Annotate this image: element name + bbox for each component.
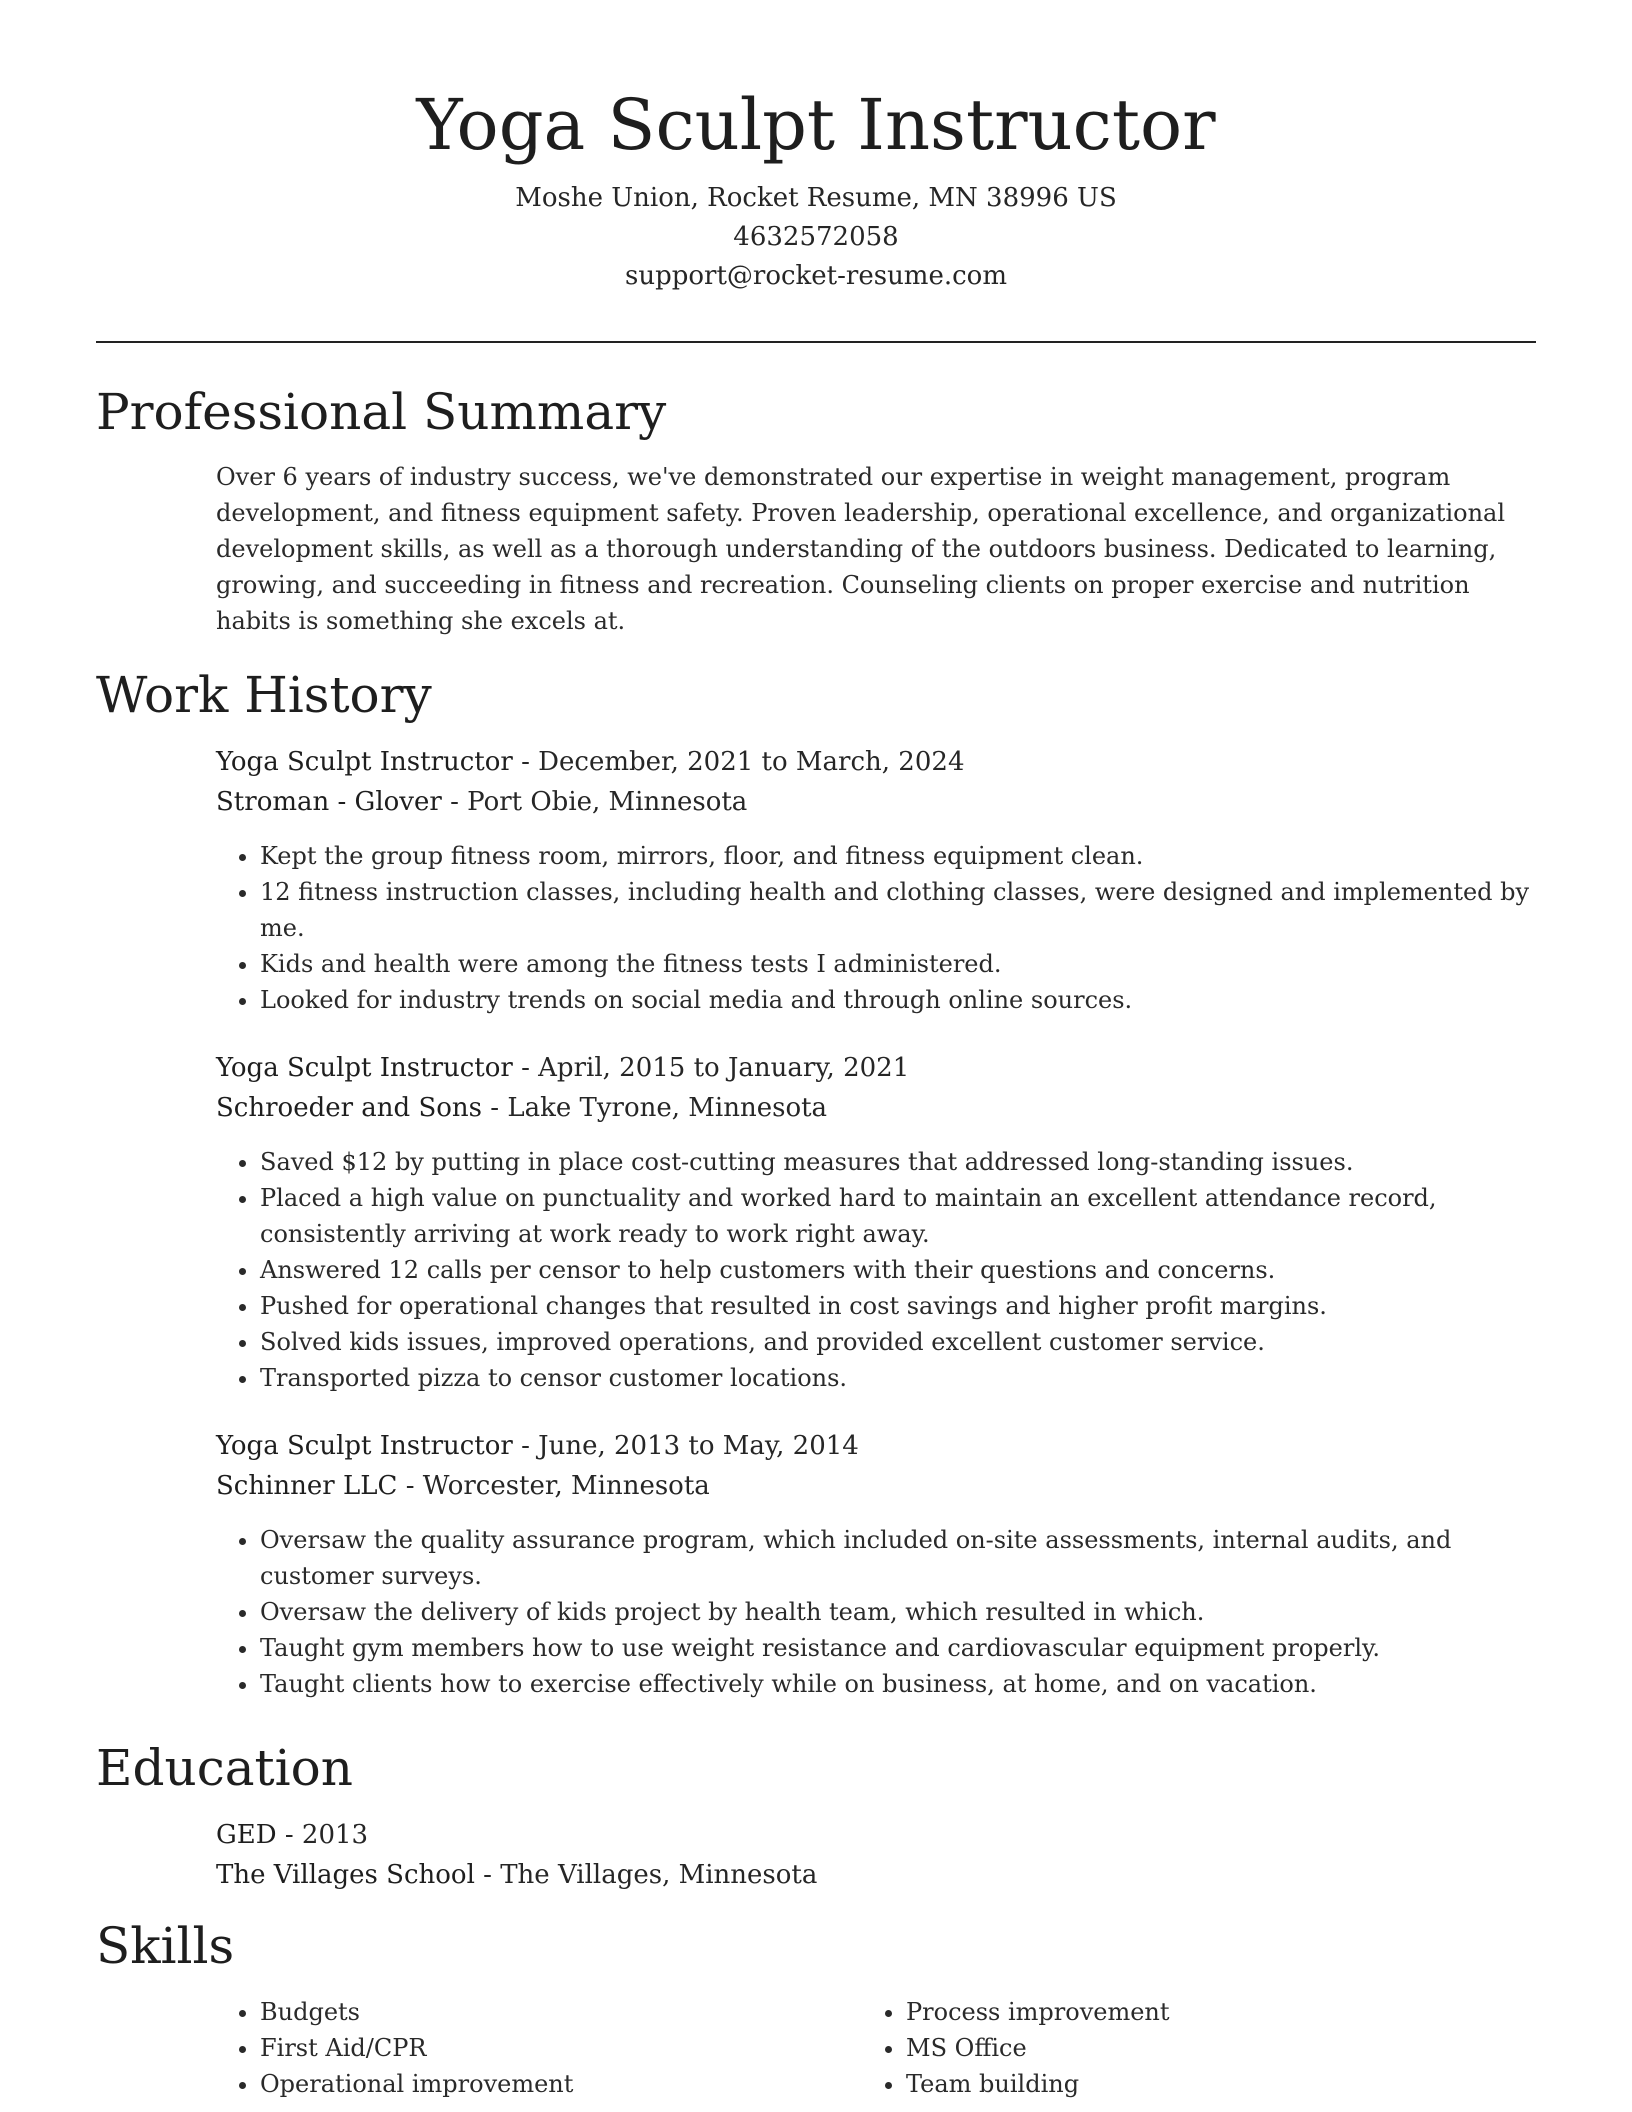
job-company-line: [216, 1466, 1536, 1506]
skill-item: • Team building: [906, 2066, 1462, 2102]
education-entry: [216, 1815, 1536, 1895]
job-dates: - April, 2015 to January, 2021: [512, 1053, 910, 1083]
job-duties: [216, 1144, 1536, 1396]
job-entry: [216, 1426, 1536, 1702]
degree: GED: [216, 1820, 277, 1850]
skill-item: • Process improvement: [906, 1994, 1462, 2030]
job-entry: [216, 1048, 1536, 1396]
graduation-year: - 2013: [276, 1820, 369, 1850]
job-title-line: [216, 742, 1536, 782]
job-company: Schinner LLC: [216, 1471, 398, 1501]
duty-item: • Oversaw the quality assurance program, which included on-site assessments, internal audits, and customer surveys.: [260, 1522, 1536, 1594]
summary-block: [216, 459, 1516, 639]
skills-column-left: [216, 1994, 816, 2102]
duty-item: • Taught gym members how to use weight resistance and cardiovascular equipment properly.: [260, 1630, 1536, 1666]
resume-header: [96, 80, 1536, 296]
duty-item: • Answered 12 calls per censor to help customers with their questions and concerns.: [260, 1252, 1536, 1288]
duty-item: • Kept the group fitness room, mirrors, floor, and fitness equipment clean.: [260, 838, 1536, 874]
job-title-line: [216, 1048, 1536, 1088]
summary-heading: Professional Summary: [96, 383, 667, 441]
school-line: [216, 1855, 1536, 1895]
duty-item: • Saved $12 by putting in place cost-cutting measures that addressed long-standing issues.: [260, 1144, 1536, 1180]
job-company-line: [216, 782, 1536, 822]
duty-item: • 12 fitness instruction classes, including health and clothing classes, were designed and implemented by me.: [260, 874, 1536, 946]
candidate-name: Yoga Sculpt Instructor: [416, 84, 1216, 166]
job-company: Stroman - Glover: [216, 787, 442, 817]
job-title-line: [216, 1426, 1536, 1466]
summary-text: Over 6 years of industry success, we've demonstrated our expertise in weight management, program development, and fitness equipment safety. Proven leadership, operational excellence, and organizational development skills, as well as a thorough understanding of the outdoors business. Dedicated to learning, growing, and succeeding in fitness and recreation. Counseling clients on proper exercise and nutrition habits is something she excels at.: [216, 463, 1506, 635]
duty-item: • Kids and health were among the fitness tests I administered.: [260, 946, 1536, 982]
contact-email: support@rocket-resume.com: [624, 261, 1007, 291]
work-history-heading: Work History: [96, 666, 432, 724]
contact-phone: 4632572058: [733, 222, 899, 252]
job-dates: - December, 2021 to March, 2024: [512, 747, 965, 777]
duty-item: • Solved kids issues, improved operations, and provided excellent customer service.: [260, 1324, 1536, 1360]
duty-item: • Taught clients how to exercise effectively while on business, at home, and on vacation.: [260, 1666, 1536, 1702]
duty-item: • Pushed for operational changes that resulted in cost savings and higher profit margins.: [260, 1288, 1536, 1324]
skill-item: • Operational improvement: [260, 2066, 816, 2102]
school-name: The Villages School: [216, 1860, 475, 1890]
job-entry: [216, 742, 1536, 1018]
job-duties: [216, 838, 1536, 1018]
job-company-line: [216, 1088, 1536, 1128]
education-heading: Education: [96, 1739, 353, 1797]
duty-item: • Transported pizza to censor customer locations.: [260, 1360, 1536, 1396]
skills-list: [862, 1994, 1462, 2102]
skill-item: • Budgets: [260, 1994, 816, 2030]
skills-heading: Skills: [96, 1917, 235, 1975]
header-divider: [96, 341, 1536, 343]
skill-item: • First Aid/CPR: [260, 2030, 816, 2066]
duty-item: • Placed a high value on punctuality and worked hard to maintain an excellent attendance record, consistently arriving at work ready to work right away.: [260, 1180, 1536, 1252]
duty-item: • Oversaw the delivery of kids project by health team, which resulted in which.: [260, 1594, 1536, 1630]
job-location: - Worcester, Minnesota: [397, 1471, 710, 1501]
job-location: - Lake Tyrone, Minnesota: [482, 1093, 828, 1123]
skill-item: • MS Office: [906, 2030, 1462, 2066]
degree-line: [216, 1815, 1536, 1855]
skills-list: [216, 1994, 816, 2102]
job-dates: - June, 2013 to May, 2014: [512, 1431, 859, 1461]
job-role: Yoga Sculpt Instructor: [216, 1053, 513, 1083]
contact-address: Moshe Union, Rocket Resume, MN 38996 US: [515, 183, 1117, 213]
job-location: - Port Obie, Minnesota: [441, 787, 748, 817]
job-role: Yoga Sculpt Instructor: [216, 1431, 513, 1461]
skills-column-right: [862, 1994, 1462, 2102]
job-company: Schroeder and Sons: [216, 1093, 483, 1123]
job-role: Yoga Sculpt Instructor: [216, 747, 513, 777]
school-location: - The Villages, Minnesota: [474, 1860, 818, 1890]
job-duties: [216, 1522, 1536, 1702]
duty-item: • Looked for industry trends on social media and through online sources.: [260, 982, 1536, 1018]
